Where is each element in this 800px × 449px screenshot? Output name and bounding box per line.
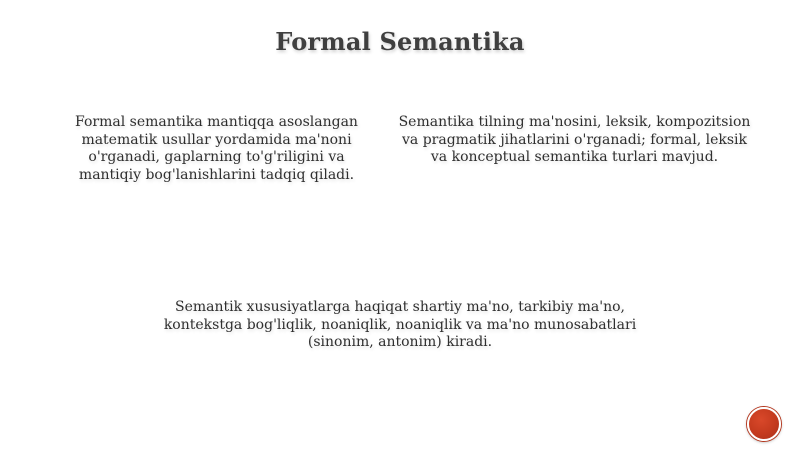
- next-slide-button[interactable]: [747, 407, 781, 441]
- right-text-block: Semantika tilning ma'nosini, leksik, kompozitsion va pragmatik jihatlarini o'rganadi; formal, leksik va konceptual semantika turlari mavjud.: [398, 114, 751, 165]
- slide-title: Formal Semantika: [275, 27, 525, 56]
- bottom-text-block: Semantik xususiyatlarga haqiqat shartiy ma'no, tarkibiy ma'no, kontekstga bog'liqlik, noaniqlik, noaniqlik va ma'no munosabatlari (sinonim, antonim) kiradi.: [163, 299, 637, 350]
- left-text-block: Formal semantika mantiqqa asoslangan matematik usullar yordamida ma'noni o'rganadi, gaplarning to'g'riligini va mantiqiy bog'lanishlarini tadqiq qiladi.: [75, 114, 358, 183]
